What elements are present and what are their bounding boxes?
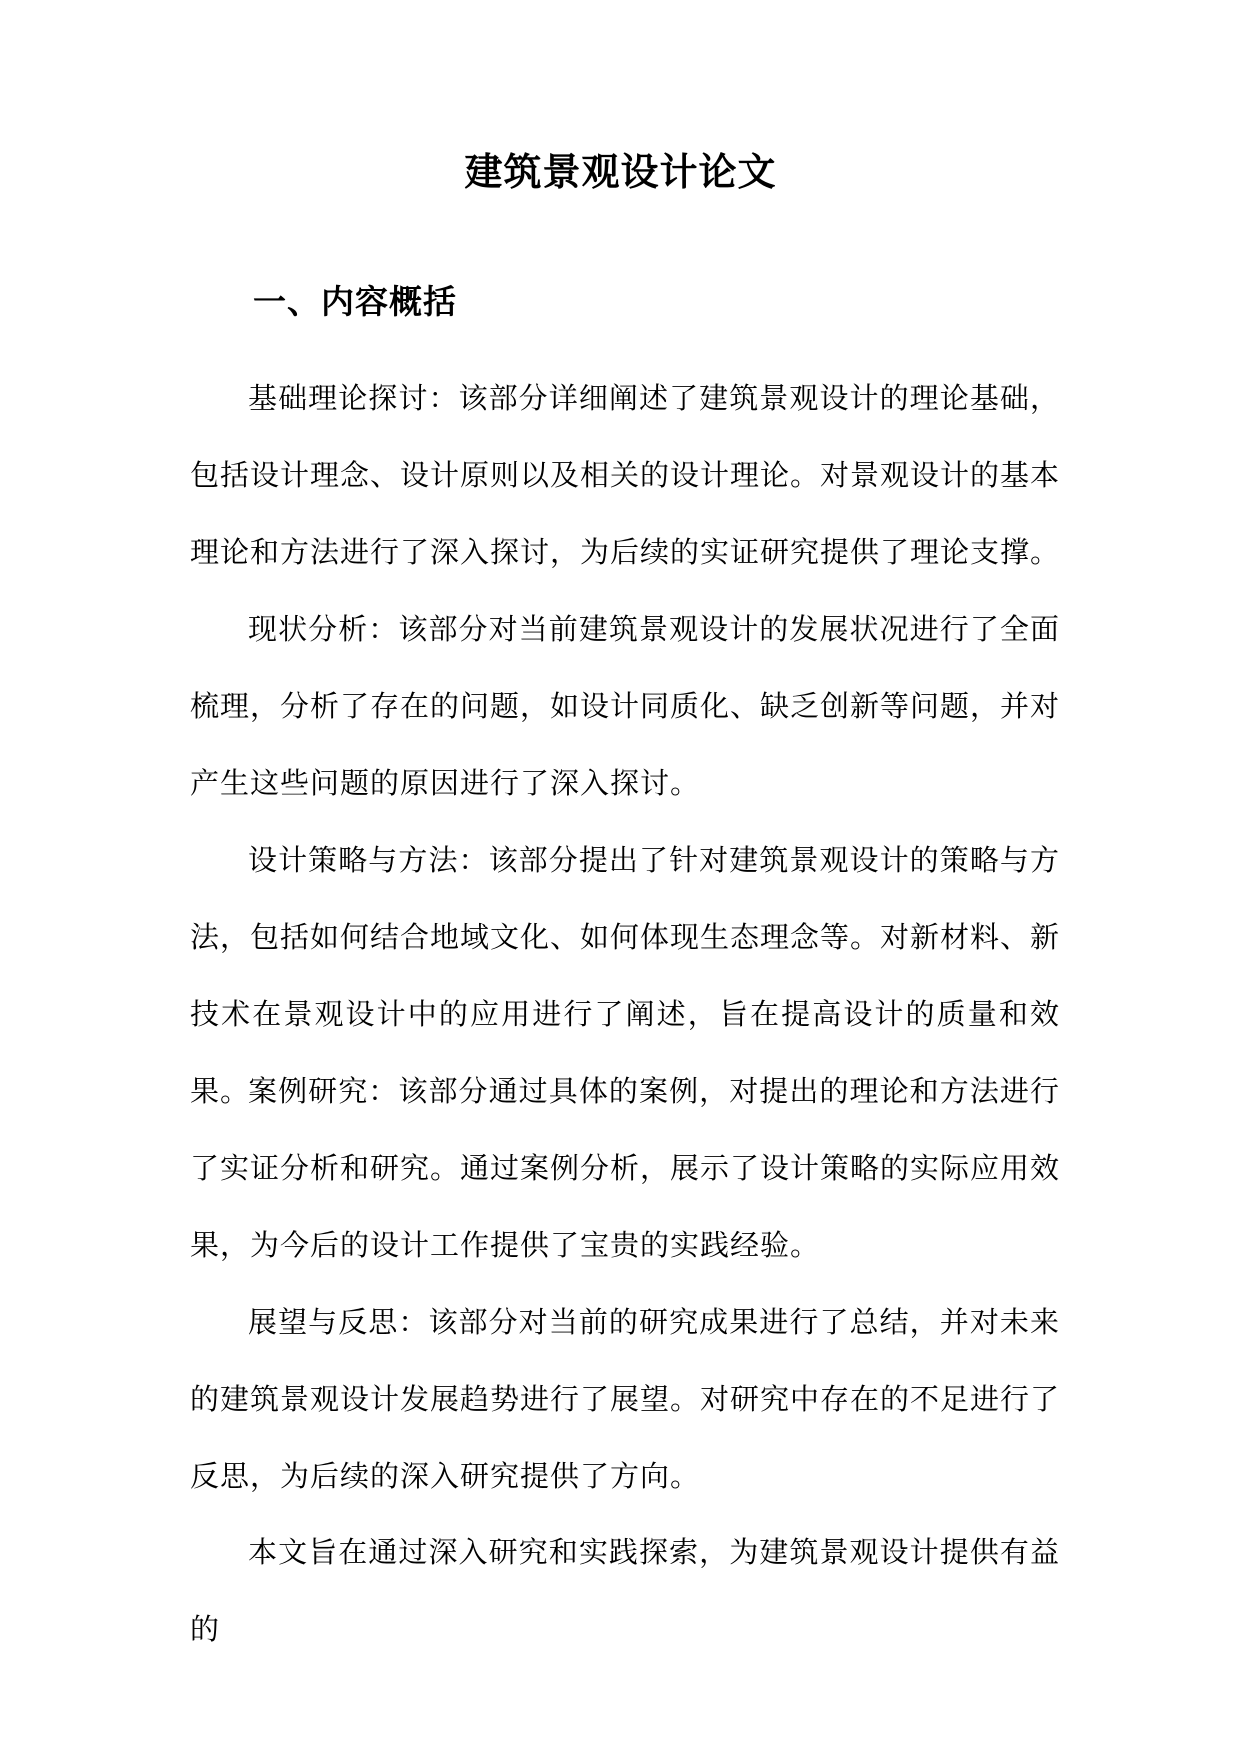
section-heading: 一、内容概括 — [253, 282, 457, 321]
paragraph-purpose: 本文旨在通过深入研究和实践探索，为建筑景观设计提供有益的 — [190, 1535, 1060, 1646]
paragraph-strategy-methods: 设计策略与方法：该部分提出了针对建筑景观设计的策略与方法，包括如何结合地域文化、如何体现生态理念等。对新材料、新技术在景观设计中的应用进行了阐述，旨在提高设计的质量和效果。 — [190, 843, 1061, 1108]
paragraph-theory: 基础理论探讨：该部分详细阐述了建筑景观设计的理论基础，包括设计理念、设计原则以及相关的设计理论。对景观设计的基本理论和方法进行了深入探讨，为后续的实证研究提供了理论支撑。 — [190, 381, 1061, 569]
paragraph-case-study: 案例研究：该部分通过具体的案例，对提出的理论和方法进行了实证分析和研究。通过案例分析，展示了设计策略的实际应用效果，为今后的设计工作提供了宝贵的实践经验。 — [190, 1074, 1061, 1262]
document-title: 建筑景观设计论文 — [464, 149, 777, 194]
paragraph-status-analysis: 现状分析：该部分对当前建筑景观设计的发展状况进行了全面梳理，分析了存在的问题，如设计同质化、缺乏创新等问题，并对产生这些问题的原因进行了深入探讨。 — [190, 612, 1061, 800]
paragraph-outlook-reflection: 展望与反思：该部分对当前的研究成果进行了总结，并对未来的建筑景观设计发展趋势进行了展望。对研究中存在的不足进行了反思，为后续的深入研究提供了方向。 — [190, 1305, 1061, 1493]
